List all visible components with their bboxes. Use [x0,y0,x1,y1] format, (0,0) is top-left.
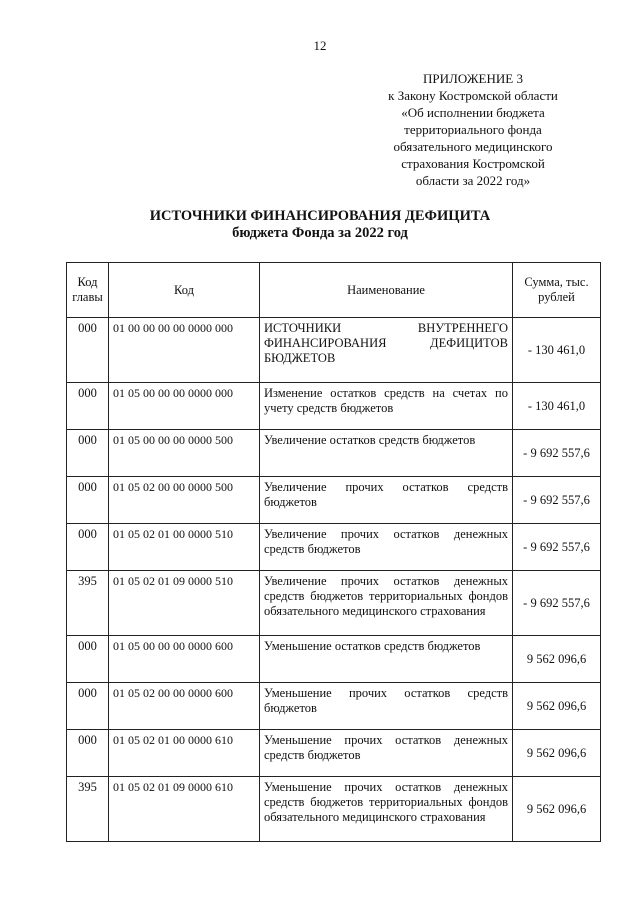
cell-amount: 9 562 096,6 [513,636,601,683]
financing-sources-table [66,262,601,842]
cell-chapter: 000 [67,524,109,571]
cell-chapter: 000 [67,730,109,777]
cell-name: Увеличение остатков средств бюджетов [260,430,513,477]
cell-name: Уменьшение прочих остатков средств бюджетов [260,683,513,730]
cell-chapter: 395 [67,777,109,842]
header-code: Код [109,263,260,318]
cell-chapter: 000 [67,477,109,524]
table-row [67,383,601,430]
cell-code: 01 05 02 01 09 0000 510 [109,571,260,636]
cell-chapter: 000 [67,636,109,683]
table-row [67,477,601,524]
table-row [67,777,601,842]
appendix-line: «Об исполнении бюджета [401,105,545,120]
header-amount: Сумма, тыс. рублей [513,263,601,318]
cell-name: ИСТОЧНИКИ ВНУТРЕННЕГО ФИНАНСИРОВАНИЯ ДЕФИЦИТОВ БЮДЖЕТОВ [260,318,513,383]
cell-code: 01 05 02 01 09 0000 610 [109,777,260,842]
cell-code: 01 05 00 00 00 0000 500 [109,430,260,477]
table-row [67,636,601,683]
cell-amount: 9 562 096,6 [513,730,601,777]
table-header-row [67,263,601,318]
appendix-line: территориального фонда [404,122,542,137]
cell-chapter: 000 [67,383,109,430]
cell-name: Уменьшение прочих остатков денежных средств бюджетов территориальных фондов обязательного медицинского страхования [260,777,513,842]
appendix-header [353,70,593,189]
title-line-2: бюджета Фонда за 2022 год [232,225,408,241]
table-row [67,730,601,777]
cell-amount: - 9 692 557,6 [513,571,601,636]
header-name: Наименование [260,263,513,318]
cell-name: Увеличение прочих остатков денежных средств бюджетов территориальных фондов обязательного медицинского страхования [260,571,513,636]
cell-name: Уменьшение остатков средств бюджетов [260,636,513,683]
cell-amount: - 9 692 557,6 [513,430,601,477]
appendix-line: страхования Костромской [401,156,545,171]
cell-amount: 9 562 096,6 [513,777,601,842]
cell-code: 01 05 02 01 00 0000 510 [109,524,260,571]
page-number: 12 [313,38,327,53]
cell-amount: 9 562 096,6 [513,683,601,730]
cell-chapter: 000 [67,318,109,383]
table-row [67,571,601,636]
table-row [67,683,601,730]
cell-amount: - 9 692 557,6 [513,524,601,571]
appendix-line: обязательного медицинского [393,139,553,154]
appendix-line: ПРИЛОЖЕНИЕ 3 [423,71,523,86]
cell-amount: - 130 461,0 [513,318,601,383]
cell-code: 01 05 02 00 00 0000 600 [109,683,260,730]
header-chapter-code: Код главы [67,263,109,318]
cell-chapter: 000 [67,430,109,477]
cell-name: Увеличение прочих остатков средств бюджетов [260,477,513,524]
table-row [67,524,601,571]
appendix-line: области за 2022 год» [415,173,531,188]
table-row [67,318,601,383]
cell-code: 01 05 02 01 00 0000 610 [109,730,260,777]
document-title [0,208,640,242]
table-row [67,430,601,477]
cell-name: Изменение остатков средств на счетах по учету средств бюджетов [260,383,513,430]
cell-code: 01 05 00 00 00 0000 000 [109,383,260,430]
cell-code: 01 05 00 00 00 0000 600 [109,636,260,683]
cell-name: Увеличение прочих остатков денежных средств бюджетов [260,524,513,571]
appendix-line: к Закону Костромской области [388,88,558,103]
cell-amount: - 9 692 557,6 [513,477,601,524]
title-line-1: ИСТОЧНИКИ ФИНАНСИРОВАНИЯ ДЕФИЦИТА [149,208,491,224]
cell-name: Уменьшение прочих остатков денежных средств бюджетов [260,730,513,777]
cell-chapter: 000 [67,683,109,730]
cell-chapter: 395 [67,571,109,636]
cell-amount: - 130 461,0 [513,383,601,430]
cell-code: 01 05 02 00 00 0000 500 [109,477,260,524]
cell-code: 01 00 00 00 00 0000 000 [109,318,260,383]
